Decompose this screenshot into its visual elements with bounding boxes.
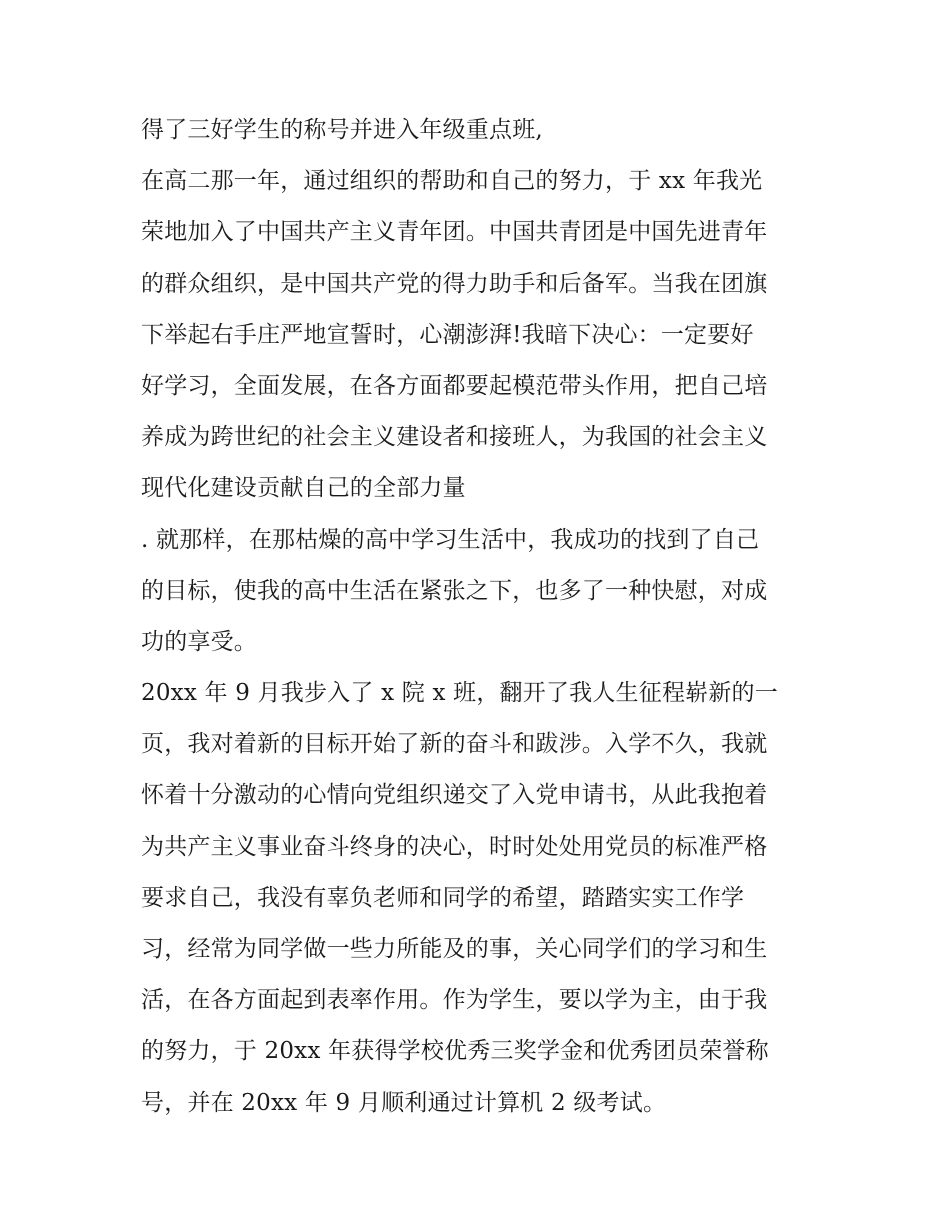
text-line: 功的享受。 (141, 628, 257, 655)
text-line: 荣地加入了中国共产主义青年团。中国共青团是中国先进青年 (141, 219, 768, 246)
text-line: 的努力，于 20xx 年获得学校优秀三奖学金和优秀团员荣誉称 (141, 1038, 769, 1065)
text-line: 号，并在 20xx 年 9 月顺利通过计算机 2 级考试。 (141, 1089, 667, 1116)
text-line: 页，我对着新的目标开始了新的奋斗和跋涉。入学不久，我就 (141, 731, 768, 758)
text-line: 习，经常为同学做一些力所能及的事，关心同学们的学习和生 (141, 936, 768, 962)
text-line: 活，在各方面起到表率作用。作为学生，要以学为主，由于我 (141, 987, 768, 1014)
text-line: 好学习，全面发展，在各方面都要起模范带头作用，把自己培 (141, 372, 768, 399)
text-line: 怀着十分激动的心情向党组织递交了入党申请书，从此我抱着 (141, 782, 768, 809)
text-line: 的群众组织，是中国共产党的得力助手和后备军。当我在团旗 (141, 270, 768, 297)
text-line: . 就那样，在那枯燥的高中学习生活中，我成功的找到了自己 (141, 526, 760, 553)
text-line: 现代化建设贡献自己的全部力量 (141, 475, 466, 502)
text-line: 为共产主义事业奋斗终身的决心，时时处处用党员的标准严格 (141, 833, 768, 860)
text-line: 的目标，使我的高中生活在紧张之下，也多了一种快慰，对成 (141, 577, 768, 604)
text-line: 20xx 年 9 月我步入了 x 院 x 班，翻开了我人生征程崭新的一 (141, 680, 778, 707)
text-line: 要求自己，我没有辜负老师和同学的希望，踏踏实实工作学 (141, 884, 745, 911)
text-line: 在高二那一年，通过组织的帮助和自己的努力，于 xx 年我光 (141, 168, 763, 195)
text-line: 得了三好学生的称号并进入年级重点班, (141, 117, 543, 143)
text-line: 下举起右手庄严地宣誓时，心潮澎湃!我暗下决心：一定要好 (141, 321, 754, 348)
body-text (141, 105, 821, 1129)
text-line: 养成为跨世纪的社会主义建设者和接班人，为我国的社会主义 (141, 424, 768, 451)
